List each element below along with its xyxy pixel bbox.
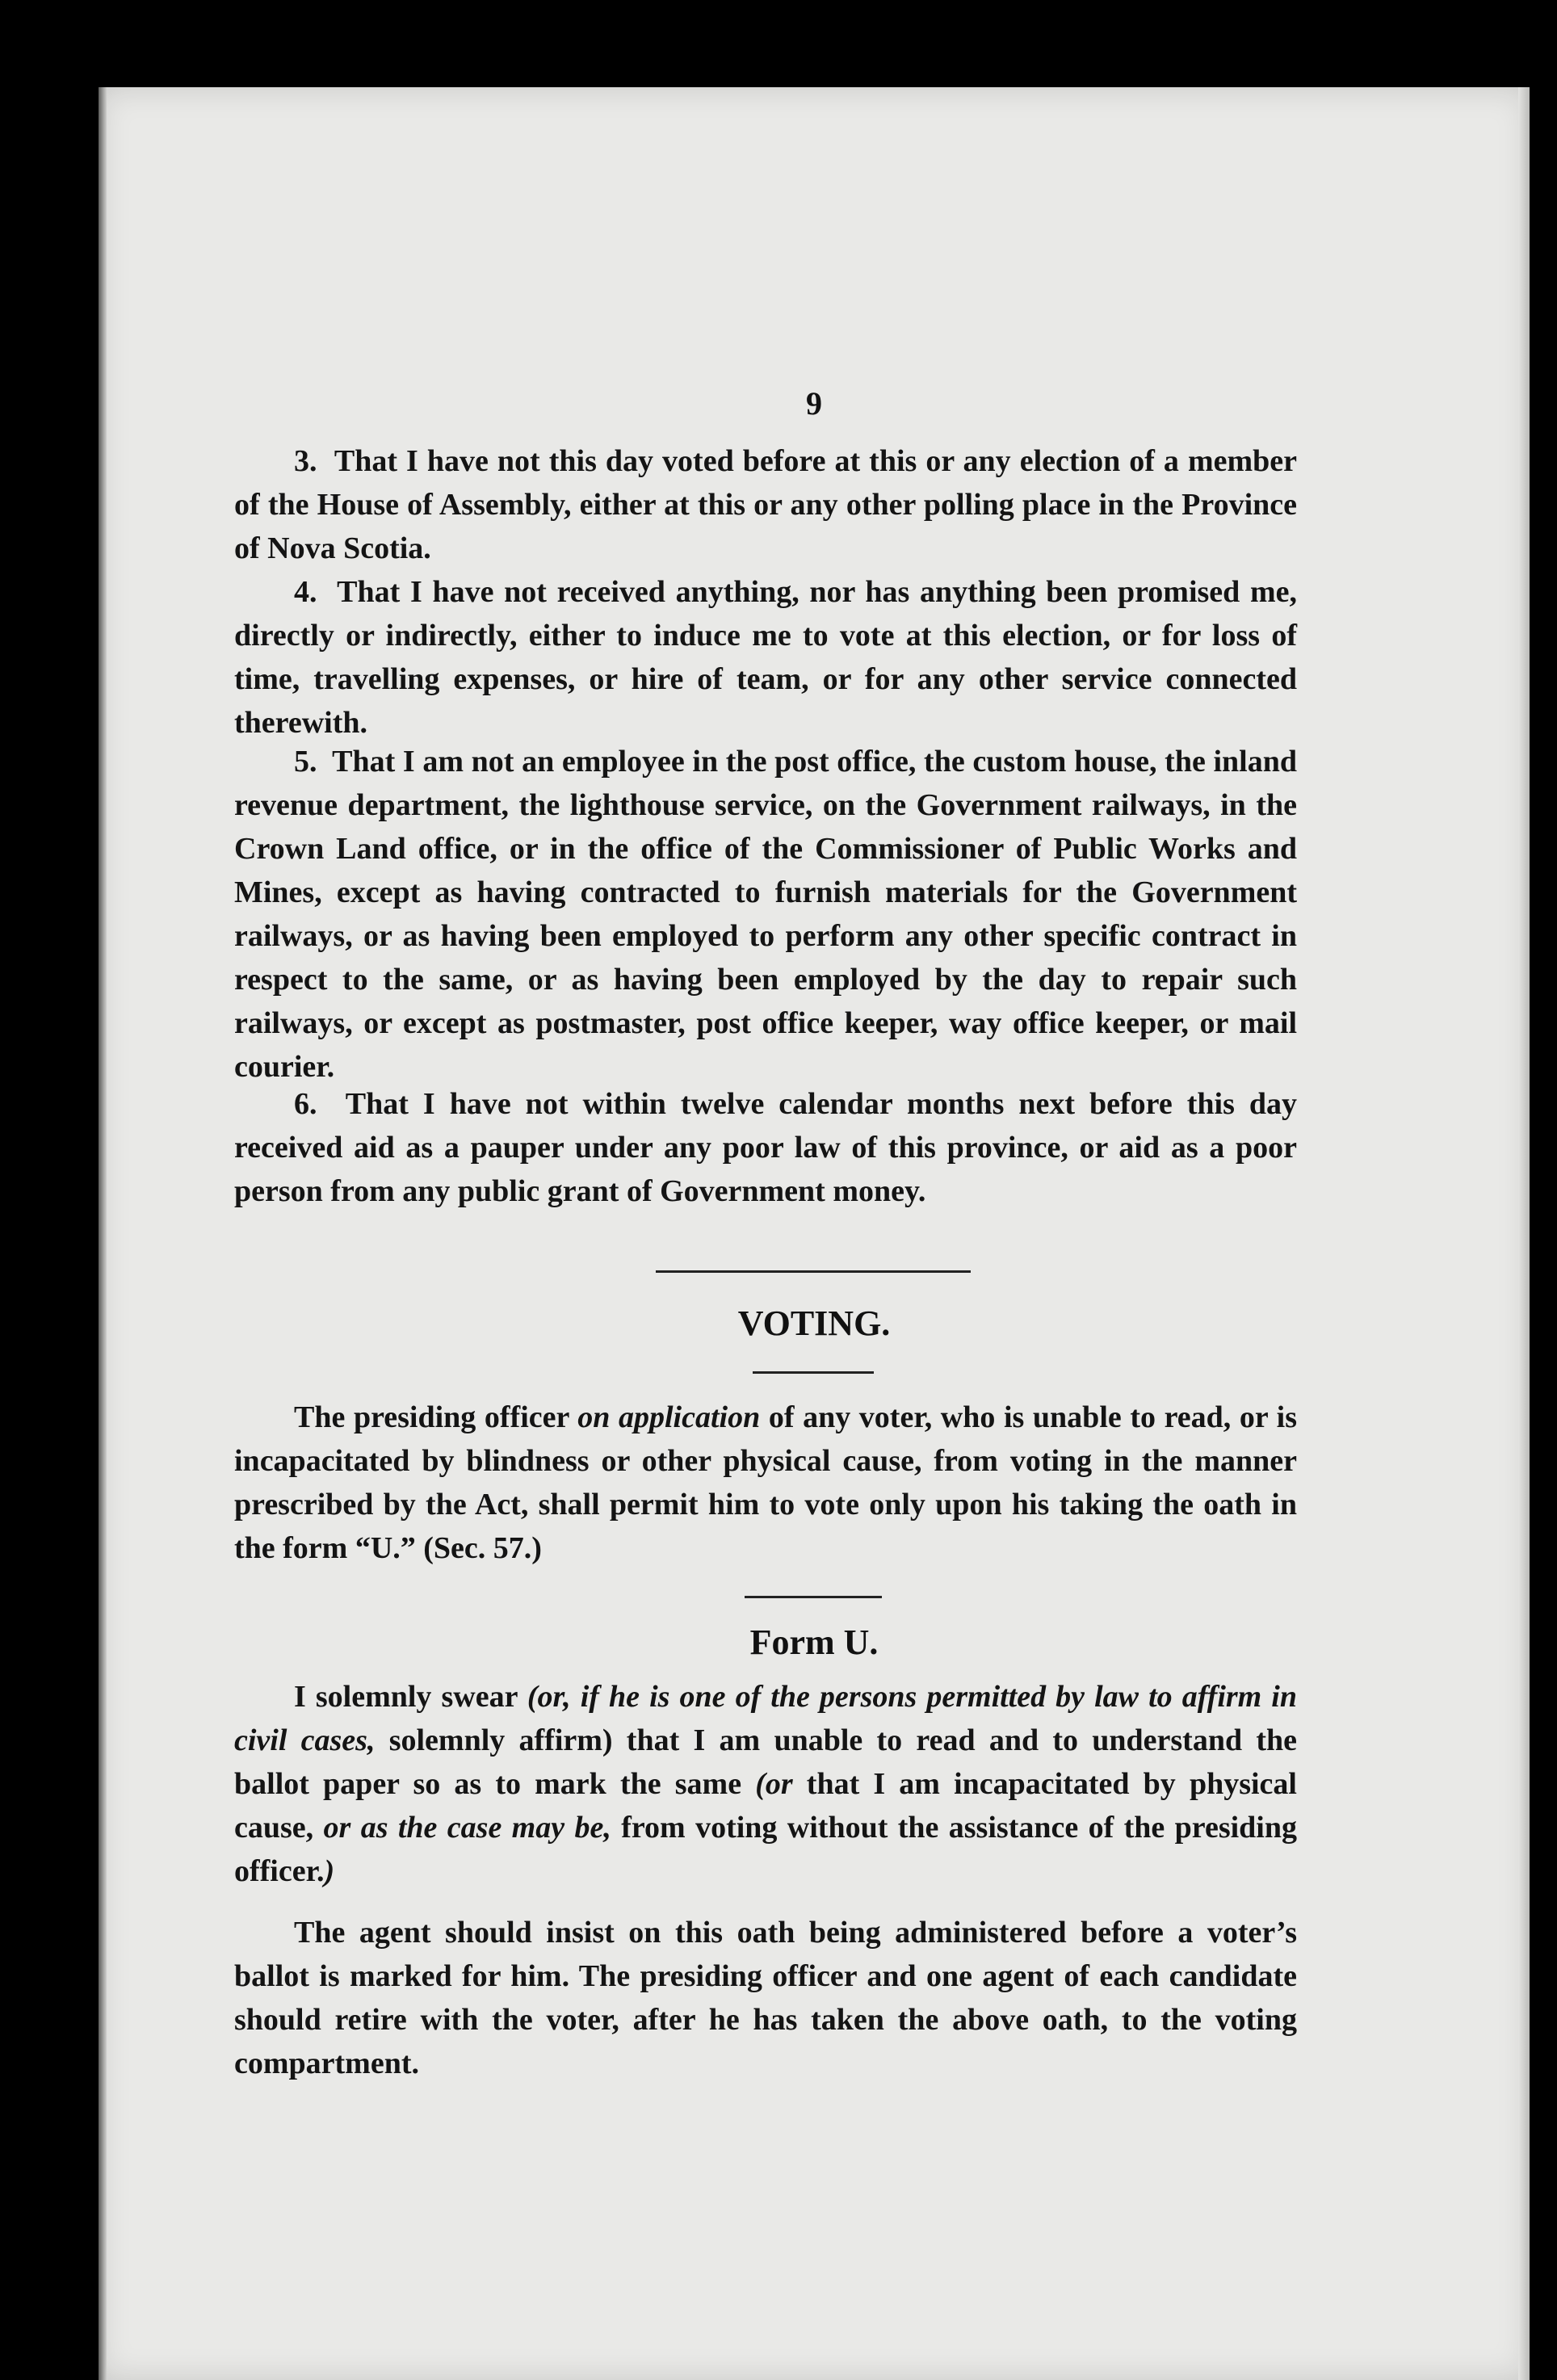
agent-note: The agent should insist on this oath being administered before a voter’s ballot is marked for him. The presiding officer and one agent of each candidate should retire with the voter, after he has taken the above oath, to the voting compartment. <box>234 1916 1297 2080</box>
clause-number: 5. <box>294 745 317 779</box>
clause-text: That I have not this day voted before at this or any election of a member of the House of Assembly, either at this or any other polling place in the Province of Nova Scotia. <box>234 444 1297 565</box>
page-number: 9 <box>806 385 822 422</box>
section-divider <box>656 1270 971 1273</box>
clause-4 <box>234 570 1297 745</box>
clause-5 <box>234 740 1297 1089</box>
form-u-heading: Form U. <box>749 1622 879 1662</box>
clause-text: That I am not an employee in the post office, the custom house, the inland revenue department, the lighthouse service, on the Government railways, in the Crown Land office, or in the office of the Commissioner of Public Works and Mines, except as having contracted to furnish materials for the Government railways, or as having been employed to perform any other specific contract in respect to the same, or as having been employed by the day to repair such railways, or except as postmaster, post office keeper, way office keeper, or mail courier. <box>234 745 1297 1084</box>
clause-number: 6. <box>294 1087 317 1121</box>
clause-text: That I have not received anything, nor has anything been promised me, directly or indirectly, either to induce me to vote at this election, or for loss of time, travelling expenses, or hire of team, or for any other service connected therewith. <box>234 575 1297 740</box>
clause-number: 3. <box>294 444 317 478</box>
clause-6 <box>234 1082 1297 1213</box>
voting-paragraph: The presiding officer on application of any voter, who is unable to read, or is incapacitated by blindness or other physical cause, from voting in the manner prescribed by the Act, shall permit him to vote only upon his taking the oath in the form “U.” (Sec. 57.) <box>234 1400 1297 1565</box>
clause-3 <box>234 439 1297 570</box>
form-u-oath: I solemnly swear (or, if he is one of the persons permitted by law to affirm in civil cases, solemnly affirm) that I am unable to read and to understand the ballot paper so as to mark the same (or that I am incapacitated by physical cause, or as the case may be, from voting without the assistance of the presiding officer.) <box>234 1680 1298 1888</box>
document-page <box>99 87 1530 2380</box>
heading-underline <box>753 1371 874 1374</box>
clause-number: 4. <box>294 575 317 609</box>
scan-edge <box>99 87 107 2380</box>
section-divider <box>745 1596 882 1598</box>
emphasis: on application <box>577 1400 761 1434</box>
clause-text: That I have not within twelve calendar months next before this day received aid as a pauper under any poor law of this province, or aid as a poor person from any public grant of Government money. <box>234 1087 1297 1208</box>
voting-heading: VOTING. <box>737 1303 891 1343</box>
